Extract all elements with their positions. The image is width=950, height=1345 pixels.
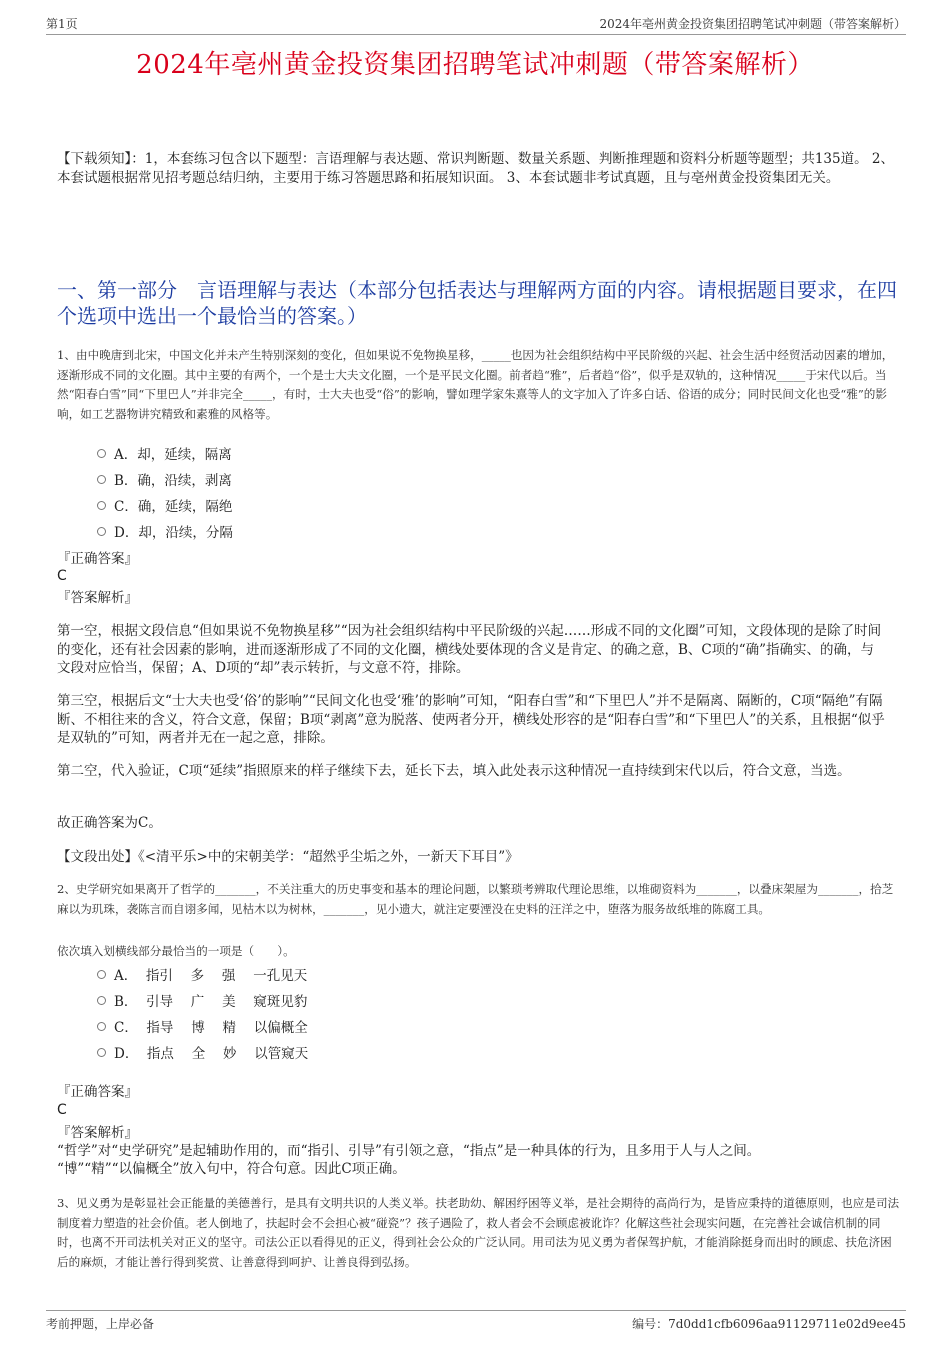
option-a[interactable]: A．却，延续，隔离 <box>97 440 233 466</box>
page-header <box>46 12 906 35</box>
answer-value: C <box>57 1102 67 1118</box>
question-2-options <box>97 961 308 1065</box>
header-doc-title: 2024年亳州黄金投资集团招聘笔试冲刺题（带答案解析） <box>599 17 906 31</box>
analysis-paragraph: “博”“精”“以偏概全”放入句中，符合句意。因此C项正确。 <box>57 1161 406 1177</box>
section-heading: 一、第一部分 言语理解与表达（本部分包括表达与理解两方面的内容。请根据题目要求，在四个选项中选出一个最恰当的答案。） <box>57 278 897 328</box>
option-a[interactable]: A． 指引 多 强 一孔见天 <box>97 961 308 987</box>
analysis-label: 『答案解析』 <box>57 590 138 606</box>
answer-value: C <box>57 568 67 584</box>
question-2-prompt: 依次填入划横线部分最恰当的一项是（ ）。 <box>57 944 295 958</box>
download-notice: 【下载须知】：1，本套练习包含以下题型：言语理解与表达题、常识判断题、数量关系题、判断推理题和资料分析题等题型；共135道。 2、本套试题根据常见招考题总结归纳，主要用于练习答题思路和拓展知识面。 3、本套试题非考试真题，且与亳州黄金投资集团无关。 <box>57 151 894 186</box>
question-2-text: 2、史学研究如果离开了哲学的_______，不关注重大的历史事变和基本的理论问题，以繁琐考辨取代理论思维，以堆砌资料为_______，以叠床架屋为_______，拾芝麻以为玑珠，袭陈言而自诩多闻，见枯木以为树林，_______，见小遗大，就注定要湮没在史料的汪洋之中，堕落为服务故纸堆的陈腐工具。 <box>57 882 894 916</box>
radio-icon[interactable] <box>97 970 106 979</box>
option-b[interactable]: B．确，沿续，剥离 <box>97 466 233 492</box>
radio-icon[interactable] <box>97 449 106 458</box>
option-c[interactable]: C．确，延续，隔绝 <box>97 492 233 518</box>
question-1-text: 1、由中晚唐到北宋，中国文化并未产生特别深刻的变化，但如果说不免物换星移，_____也因为社会组织结构中平民阶级的兴起、社会生活中经贸活动因素的增加，逐渐形成不同的文化圈。其中主要的有两个，一个是士大夫文化圈，一个是平民文化圈。前者趋“雅”，后者趋“俗”，似乎是双轨的，这种情况_____于宋代以后。当然“阳春白雪”同“下里巴人”并非完全_____，有时，士大夫也受“俗”的影响，譬如理学家朱熹等人的文字加入了许多白话、俗语的成分；同时民间文化也受“雅”的影响，如工艺器物讲究精致和素雅的风格等。 <box>57 348 894 421</box>
analysis-paragraph: 第三空，根据后文“士大夫也受‘俗’的影响”“民间文化也受‘雅’的影响”可知，“阳春白雪”和“下里巴人”并不是隔离、隔断的，C项“隔绝”有隔断、不相往来的含义，符合文意，保留；B项“剥离”意为脱落、使两者分开，横线处形容的是“阳春白雪”和“下里巴人”的关系，且根据“似乎是双轨的”可知，两者并无在一起之意，排除。 <box>57 693 885 746</box>
option-d[interactable]: D． 指点 全 妙 以管窥天 <box>97 1039 308 1065</box>
analysis-paragraph: 第一空，根据文段信息“但如果说不免物换星移”“因为社会组织结构中平民阶级的兴起……形成不同的文化圈”可知，文段体现的是除了时间的变化，还有社会因素的影响，进而逐渐形成了不同的文化圈，横线处要体现的含义是肯定、的确之意，B、C项的“确”指确实、的确，与文段对应恰当，保留；A、D项的“却”表示转折，与文意不符，排除。 <box>57 623 882 676</box>
document-id: 编号：7d0dd1cfb6096aa91129711e02d9ee45 <box>632 1317 906 1331</box>
passage-source: 【文段出处】《<清平乐>中的宋朝美学：“超然乎尘垢之外，一新天下耳目”》 <box>57 849 519 865</box>
radio-icon[interactable] <box>97 475 106 484</box>
question-3-text: 3、见义勇为是彰显社会正能量的美德善行，是具有文明共识的人类义举。扶老助幼、解困纾困等义举，是社会期待的高尚行为，是皆应秉持的道德原则，也应是司法制度着力塑造的社会价值。老人倒地了，扶起时会不会担心被“碰瓷”？孩子遇险了，救人者会不会顾虑被讹诈？化解这些社会现实问题，在完善社会诚信机制的同时，也离不开司法机关对正义的坚守。司法公正以看得见的正义，得到社会公众的广泛认同。用司法为见义勇为者保驾护航，才能消除挺身而出时的顾虑、扶危济困后的麻烦，才能让善行得到奖赏、让善意得到呵护、让善良得到弘扬。 <box>57 1196 900 1269</box>
radio-icon[interactable] <box>97 996 106 1005</box>
footer-slogan: 考前押题，上岸必备 <box>46 1317 155 1331</box>
option-b[interactable]: B． 引导 广 美 窥斑见豹 <box>97 987 308 1013</box>
answer-label: 『正确答案』 <box>57 1084 138 1100</box>
analysis-conclusion: 故正确答案为C。 <box>57 815 162 831</box>
radio-icon[interactable] <box>97 527 106 536</box>
radio-icon[interactable] <box>97 501 106 510</box>
page-number: 第1页 <box>46 17 78 31</box>
radio-icon[interactable] <box>97 1048 106 1057</box>
page-title: 2024年亳州黄金投资集团招聘笔试冲刺题（带答案解析） <box>136 50 814 80</box>
analysis-paragraph: “哲学”对“史学研究”是起辅助作用的，而“指引、引导”有引领之意，“指点”是一种具体的行为，且多用于人与人之间。 <box>57 1143 761 1159</box>
option-c[interactable]: C． 指导 博 精 以偏概全 <box>97 1013 308 1039</box>
option-d[interactable]: D．却，沿续，分隔 <box>97 518 233 544</box>
analysis-paragraph: 第二空，代入验证，C项“延续”指照原来的样子继续下去，延长下去，填入此处表示这种情况一直持续到宋代以后，符合文意，当选。 <box>57 763 851 779</box>
answer-label: 『正确答案』 <box>57 551 138 567</box>
radio-icon[interactable] <box>97 1022 106 1031</box>
analysis-label: 『答案解析』 <box>57 1125 138 1141</box>
page-footer <box>46 1310 906 1335</box>
question-1-options <box>97 440 233 544</box>
